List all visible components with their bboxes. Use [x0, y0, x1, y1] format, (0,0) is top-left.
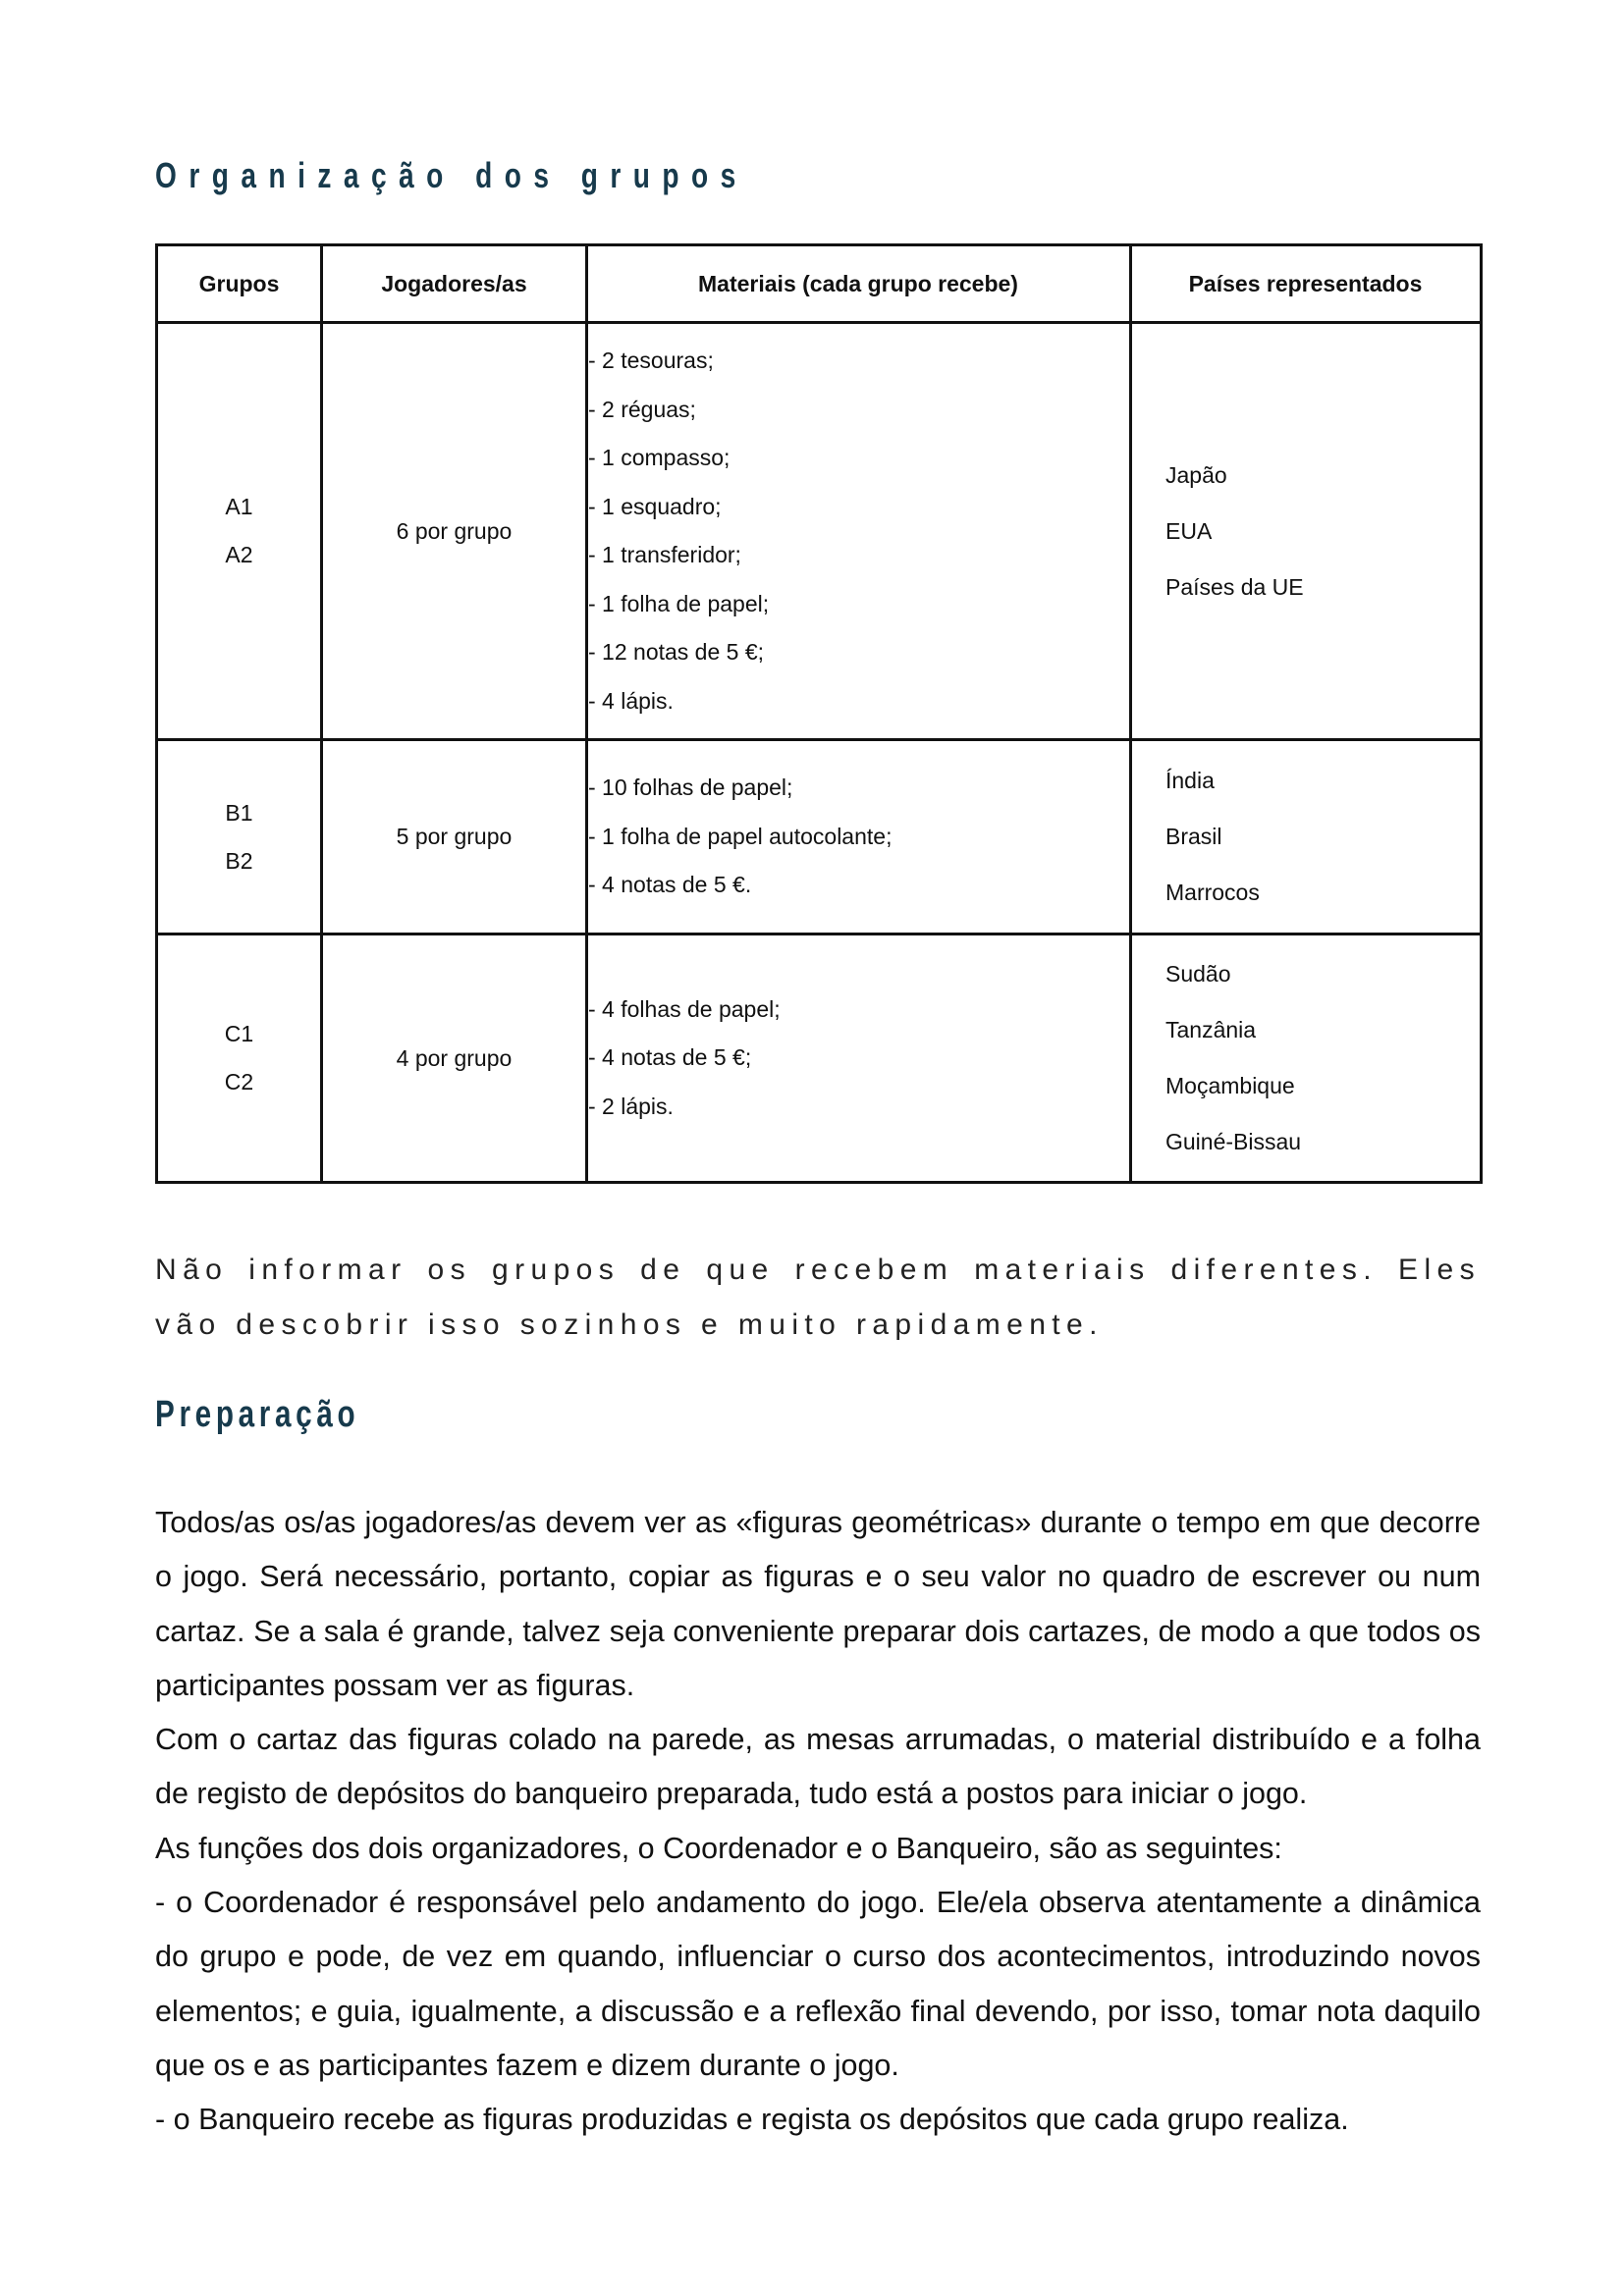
- countries-cell: [1131, 323, 1482, 740]
- header-paises: Países representados: [1131, 245, 1482, 323]
- country-item: Japão: [1165, 461, 1227, 488]
- group-label: B2: [225, 847, 253, 874]
- country-item: Sudão: [1165, 961, 1231, 987]
- material-item: - 12 notas de 5 €;: [588, 639, 765, 665]
- groups-cell: [157, 740, 322, 934]
- group-label: A1: [225, 494, 253, 519]
- country-item: Tanzânia: [1165, 1017, 1257, 1042]
- paragraph: Com o cartaz das figuras colado na parede, as mesas arrumadas, o material distribuído e a folha de registo de depósitos do banqueiro preparada, tudo está a postos para iniciar o jogo.: [155, 1723, 1481, 1811]
- section-title-preparacao: Preparação: [155, 1394, 360, 1435]
- table-row: [157, 323, 1482, 740]
- material-item: - 1 esquadro;: [588, 493, 722, 519]
- header-materiais: Materiais (cada grupo recebe): [587, 245, 1131, 323]
- material-item: - 2 tesouras;: [588, 347, 714, 373]
- header-grupos: Grupos: [157, 245, 322, 323]
- group-label: C1: [224, 1021, 254, 1046]
- material-item: - 2 lápis.: [588, 1093, 674, 1119]
- material-item: - 4 notas de 5 €;: [588, 1044, 752, 1071]
- group-label: B1: [225, 799, 253, 826]
- country-item: Guiné-Bissau: [1165, 1129, 1302, 1154]
- table-row: [157, 934, 1482, 1183]
- material-item: - 4 folhas de papel;: [588, 995, 781, 1022]
- players-cell: 4 por grupo: [322, 934, 587, 1183]
- country-item: Marrocos: [1165, 880, 1260, 905]
- paragraph: - o Banqueiro recebe as figuras produzidas e regista os depósitos que cada grupo realiza.: [155, 2103, 1349, 2137]
- section-title-organizacao: Organização dos grupos: [155, 155, 748, 195]
- groups-cell: [157, 934, 322, 1183]
- materials-cell: [587, 934, 1131, 1183]
- header-jogadores: Jogadores/as: [322, 245, 587, 323]
- material-item: - 1 compasso;: [588, 445, 731, 470]
- group-label: A2: [225, 542, 253, 567]
- country-item: Índia: [1165, 768, 1215, 793]
- countries-cell: [1131, 740, 1482, 934]
- table-row: [157, 740, 1482, 934]
- groups-cell: [157, 323, 322, 740]
- material-item: - 1 transferidor;: [588, 542, 741, 567]
- facilitator-note: Não informar os grupos de que recebem materiais diferentes. Eles vão descobrir isso sozinhos e muito rapidamente.: [155, 1254, 1481, 1341]
- group-label: C2: [224, 1069, 254, 1095]
- paragraph: As funções dos dois organizadores, o Coordenador e o Banqueiro, são as seguintes:: [155, 1831, 1282, 1865]
- material-item: - 2 réguas;: [588, 396, 696, 422]
- paragraph: Todos/as os/as jogadores/as devem ver as «figuras geométricas» durante o tempo em que decorre o jogo. Será necessário, portanto, copiar as figuras e o seu valor no quadro de escrever ou num cartaz. Se a sala é grande, talvez seja conveniente preparar dois cartazes, de modo a que todos os participantes possam ver as figuras.: [155, 1506, 1481, 1702]
- preparation-body: [155, 1496, 1481, 2148]
- table-header-row: [157, 245, 1482, 323]
- players-cell: 6 por grupo: [322, 323, 587, 740]
- country-item: Moçambique: [1165, 1073, 1295, 1098]
- groups-table: [155, 243, 1483, 1184]
- materials-cell: [587, 323, 1131, 740]
- players-cell: 5 por grupo: [322, 740, 587, 934]
- country-item: EUA: [1165, 517, 1213, 544]
- countries-cell: [1131, 934, 1482, 1183]
- paragraph: - o Coordenador é responsável pelo andamento do jogo. Ele/ela observa atentamente a dinâmica do grupo e pode, de vez em quando, influenciar o curso dos acontecimentos, introduzindo novos elementos; e guia, igualmente, a discussão e a reflexão final devendo, por isso, tomar nota daquilo que os e as participantes fazem e dizem durante o jogo.: [155, 1886, 1481, 2082]
- material-item: - 4 notas de 5 €.: [588, 872, 752, 898]
- country-item: Países da UE: [1165, 573, 1304, 600]
- material-item: - 1 folha de papel autocolante;: [588, 823, 893, 849]
- material-item: - 1 folha de papel;: [588, 590, 770, 616]
- material-item: - 10 folhas de papel;: [588, 774, 793, 801]
- material-item: - 4 lápis.: [588, 687, 674, 714]
- materials-cell: [587, 740, 1131, 934]
- country-item: Brasil: [1165, 824, 1222, 849]
